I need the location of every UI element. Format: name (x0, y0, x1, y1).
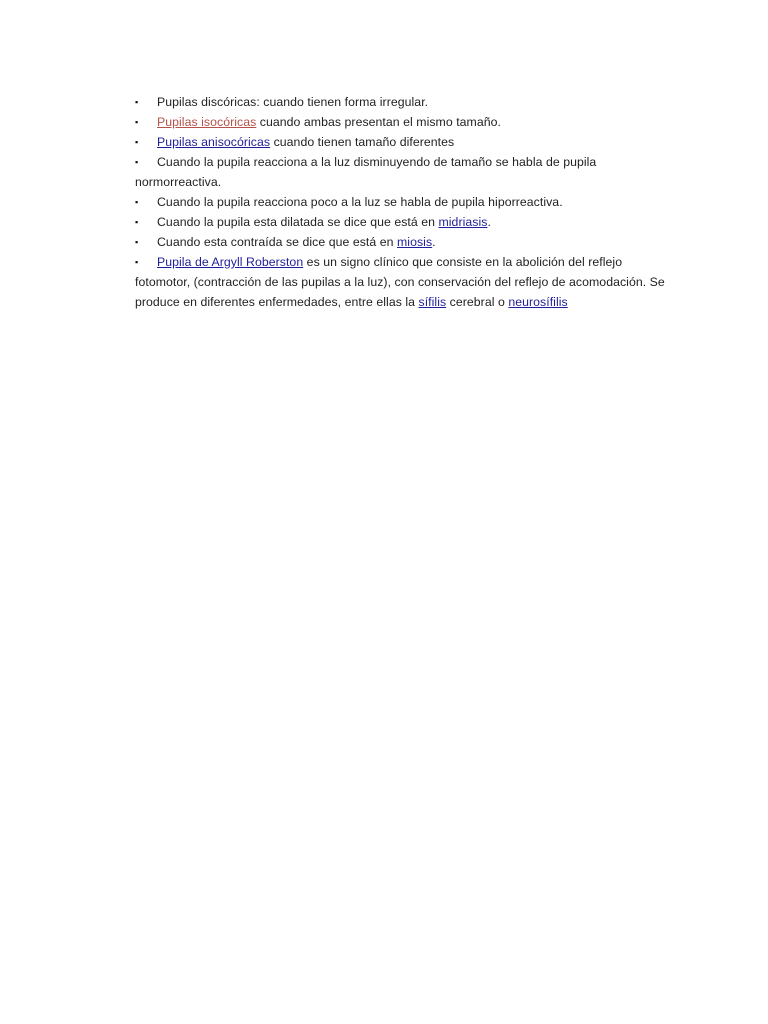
link-miosis[interactable]: miosis (397, 235, 433, 249)
item-text: Cuando la pupila esta dilatada se dice que está en (157, 215, 439, 229)
pupil-types-list (135, 92, 665, 312)
bullet-icon: ▪ (135, 137, 139, 147)
bullet-icon: ▪ (135, 117, 139, 127)
bullet-icon: ▪ (135, 197, 139, 207)
item-text: . (487, 215, 491, 229)
link-neurosifilis[interactable]: neurosífilis (508, 295, 568, 309)
item-text: Cuando la pupila reacciona a la luz disminuyendo de tamaño se habla de pupila normorreactiva. (135, 155, 597, 189)
list-item-discoricas (135, 92, 665, 112)
item-text: . (432, 235, 436, 249)
bullet-icon: ▪ (135, 257, 139, 267)
list-item-argyll-roberston (135, 252, 665, 312)
list-item-normorreactiva (135, 152, 665, 192)
link-sifilis[interactable]: sífilis (418, 295, 447, 309)
list-item-midriasis (135, 212, 665, 232)
item-text: Pupilas discóricas: cuando tienen forma irregular. (157, 95, 429, 109)
link-pupilas-anisocoricas[interactable]: Pupilas anisocóricas (157, 135, 271, 149)
bullet-icon: ▪ (135, 97, 139, 107)
bullet-icon: ▪ (135, 217, 139, 227)
bullet-icon: ▪ (135, 237, 139, 247)
list-item-hiporreactiva (135, 192, 665, 212)
item-text: Cuando esta contraída se dice que está en (157, 235, 398, 249)
item-text: cuando ambas presentan el mismo tamaño. (256, 115, 501, 129)
link-pupilas-isocoricas[interactable]: Pupilas isocóricas (157, 115, 257, 129)
item-text: Cuando la pupila reacciona poco a la luz se habla de pupila hiporreactiva. (157, 195, 563, 209)
link-pupila-argyll-roberston[interactable]: Pupila de Argyll Roberston (157, 255, 304, 269)
item-text: cerebral o (446, 295, 509, 309)
link-midriasis[interactable]: midriasis (438, 215, 488, 229)
bullet-icon: ▪ (135, 157, 139, 167)
item-text: es un signo clínico que consiste en la abolición del reflejo fotomotor, (contracción de las pupilas a la luz), con conservación del reflejo de acomodación. Se produce en diferentes enfermedades, entre ellas la (135, 255, 665, 309)
list-item-anisocoricas (135, 132, 665, 152)
list-item-isocoricas (135, 112, 665, 132)
item-text: cuando tienen tamaño diferentes (270, 135, 455, 149)
list-item-miosis (135, 232, 665, 252)
